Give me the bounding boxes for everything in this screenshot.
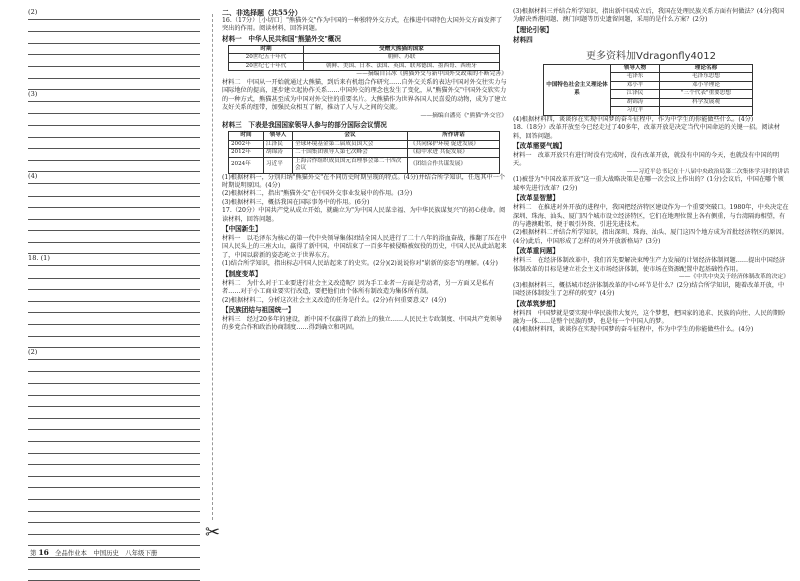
- table-cell: 朝鲜、苏联: [304, 54, 500, 63]
- q18-question2: (2)根据材料二并结合所学知识，指出深圳、珠海、汕头、厦门这四个地方成为首批经济特区的原因。(4分)此后，中国形成了怎样的对外开放新格局？(3分): [513, 229, 788, 245]
- book-label: 全品作业本 中国历史 八年级下册: [54, 549, 158, 557]
- q16-intro: 16.（17分）［小切口］"熊猫外交"作为中国的一种独特外交方式，在推进中国特色大国外交方面发挥了突出的作用。阅读材料，回答问题。: [222, 17, 503, 33]
- table-cell: 20世纪五十年代: [229, 54, 304, 63]
- q17-question2: (2)根据材料二，分析这次社会主义改造的任务是什么。(2分)有何重要意义？(4分): [222, 296, 447, 304]
- table-cell: 胡锦涛: [264, 149, 293, 158]
- q17-heading1: 【中国新生】: [222, 225, 262, 234]
- answer-lines[interactable]: [28, 21, 200, 91]
- q16-table1: [228, 45, 500, 72]
- section-title: 二、非选择题（共55分）: [222, 8, 302, 17]
- page-footer: 第 16 全品作业本 中国历史 八年级下册: [30, 548, 158, 557]
- table-cell: 邓小平: [611, 81, 660, 90]
- q17-question1: (1)结合所学知识，指出标志中国人民站起来了的史实。(2分)(2)说说你对"崭新的姿态"的理解。(4分): [222, 260, 498, 268]
- q17-heading-theory: 【理论引领】: [513, 25, 553, 34]
- cut-line: [212, 14, 213, 520]
- answer-label-16-3: (3): [28, 90, 200, 102]
- table-cell: 江泽民: [264, 140, 293, 149]
- table-cell: 毛泽东: [611, 73, 660, 82]
- table-cell: 朝鲜、美国、日本、法国、英国、联邦德国、墨西哥、西班牙: [304, 62, 500, 71]
- source-note: ——《中共中央关于经济体制改革的决定》: [678, 274, 789, 281]
- table-header: 理论名称: [660, 64, 753, 73]
- q18-heading-wisdom: 【改革显智慧】: [513, 194, 560, 203]
- table-cell: 中国特色社会主义理论体系: [544, 64, 611, 115]
- q18-heading-push: 【改革重问题】: [513, 247, 560, 256]
- table-header: 领导人物: [611, 64, 660, 73]
- q16-material1-title: 材料一 中华人民共和国"熊猫外交"概况: [222, 34, 341, 43]
- q18-question4: (4)根据材料四，谈谈你在实现中国梦的奋斗征程中，作为中学生的你能做些什么。(4分): [513, 326, 754, 334]
- table-cell: 邓小平理论: [660, 81, 753, 90]
- q18-question3: (3)根据材料三，概括城市经济体制改革的中心环节是什么？(2分)结合所学知识，随着改革开放，中国经济体制发生了怎样的转变？(4分): [513, 281, 785, 298]
- table-cell: 江泽民: [611, 90, 660, 99]
- table-cell: [660, 107, 753, 116]
- table-cell: 胡锦涛: [611, 98, 660, 107]
- question-column-middle: [222, 8, 507, 333]
- q18-material4: 材料四 中国梦就是要实现中华民族伟大复兴，这个梦想，把国家的追求、民族的向往、人民的期盼融为一体……是整个民族的梦，也是每一个中国人的梦。: [513, 309, 786, 325]
- q17-heading2: 【制度变革】: [222, 269, 262, 278]
- watermark-text: 更多资料加Vdragonfly4012: [586, 50, 716, 62]
- scissor-icon: ✂: [205, 522, 221, 543]
- q17-question4: (4)根据材料四，谈谈你在实现中国梦的奋斗征程中，作为中学生的你能做些什么。(4分): [513, 115, 754, 123]
- table-header: 领导人: [264, 132, 293, 141]
- table-cell: 20世纪七十年代: [229, 62, 304, 71]
- q17-material3: 材料三 经过20多年的建设，新中国不仅赢得了政治上的独立……人民民主专政制度、中国共产党领导的多党合作和政治协商制度……得到确立和巩固。: [222, 315, 503, 332]
- q16-question2: (2)根据材料二，指出"熊猫外交"在中国外交事业发展中的作用。(3分): [222, 190, 413, 198]
- answer-label-17-4: (4): [28, 172, 200, 184]
- table-cell: 2002年: [229, 140, 264, 149]
- answer-lines[interactable]: [28, 103, 200, 173]
- table-cell: 《稳中求进 共促发展》: [408, 149, 500, 158]
- answer-lines[interactable]: [28, 267, 200, 348]
- q17-table4: [543, 64, 753, 116]
- table-cell: 上海合作组织成员国元首理事会第二十四次会议: [293, 157, 408, 173]
- table-header: 会议: [293, 132, 408, 141]
- answer-label-18-2: (2): [28, 348, 200, 360]
- table-cell: 习近平: [264, 157, 293, 173]
- table-cell: 《共同保护环境 促进发展》: [408, 140, 500, 149]
- answer-lines[interactable]: [28, 185, 200, 255]
- q18-heading-reform: 【改革需要气魄】: [513, 142, 566, 151]
- answer-label-16-2: (2): [28, 8, 200, 20]
- table-header: 时期: [229, 45, 304, 54]
- q17-intro: 17.（20分）中国共产党从成立开始，就确立为"为中国人民谋幸福、为中华民族谋复兴"的初心使命。阅读材料，回答问题。: [222, 207, 506, 223]
- q16-table3: [228, 131, 500, 174]
- table-header: 所作讲话: [408, 132, 500, 141]
- page-number: 16: [38, 548, 49, 557]
- q18-material3: 材料三 在经济体制改革中，我们首先要解决束缚生产力发展的计划经济体制问题……提出中国经济体制改革的目标是建立社会主义市场经济体制，使市场在资源配置中起基础性作用。: [513, 257, 786, 273]
- q17-heading3: 【民族团结与祖国统一】: [222, 305, 295, 314]
- table-cell: 2024年: [229, 157, 264, 173]
- q16-question1: (1)根据材料一，分别归纳"熊猫外交"在不同历史时期呈现的特点。(4分)并结合所学知识，任选其中一个时期说明原因。(4分): [222, 173, 506, 190]
- table-cell: 二十国集团领导人第七次峰会: [293, 149, 408, 158]
- table-cell: 毛泽东思想: [660, 73, 753, 82]
- q18-question1: (1)被誉为"中国改革开放"这一重大战略决策是在哪一次会议上作出的？(1分)会议后，中国在哪个领域率先进行改革？(2分): [513, 176, 784, 192]
- source-note: ——摘编自潘亮《"熊猫"外交官》: [420, 112, 507, 119]
- source-note: ——习近平总书记在十八届中央政治局第二次集体学习时的讲话: [626, 168, 789, 175]
- q16-material2: 材料二 中国从一开始就通过大熊猫，到后来有机组合作研究……自外交关系的表达中国对外交往实力与国际地位的提高，逐步建立起协作关系……中国外交的理念也发生了变化，从"熊猫外交"中国外交软实力的一种方式，熊猫甚至成为中国对外交往的重要名片。大熊猫作为世界各国人民喜爱的动物，成为了建立友好关系的纽带，加强民众相互了解，推动了人与人之间的交流。: [222, 78, 507, 112]
- q17-question3: (3)根据材料三并结合所学知识，指出新中国成立后，我国在处理民族关系方面有何做法？(4分)我国为解决香港问题、澳门问题等历史遗留问题，采用的是什么方案？(2分): [513, 8, 785, 24]
- answer-label-18-1: 18. (1): [28, 254, 200, 266]
- table-header: 时间: [229, 132, 264, 141]
- q17-material4-title: 材料四: [513, 35, 533, 44]
- table-cell: 习近平: [611, 107, 660, 116]
- q18-material2: 材料二 在推进对外开放的进程中，我国把经济特区建设作为一个重要突破口。1980年，中央决定在深圳、珠海、汕头、厦门四个城市设立经济特区，它们在地理位置上各有侧重，与台湾隔海相望，有的与港澳毗邻，便于吸引外资、引进先进技术。: [513, 204, 789, 229]
- q16-question3: (3)根据材料三，概括我国在国际事务中的作用。(6分): [222, 198, 370, 206]
- question-column-right: [513, 8, 789, 335]
- q18-heading-dream: 【改革筑梦想】: [513, 299, 560, 308]
- source-note: ——摘编自吕冰《熊猫外交与新中国外交政策的不断完善》: [356, 71, 507, 78]
- q18-intro: 18.（18分）改革开放至今已经走过了40多年，改革开放是决定当代中国命运的关键一招。阅读材料，回答问题。: [513, 124, 780, 140]
- table-cell: 《团结合作共谋发展》: [408, 157, 500, 173]
- q17-material1: 材料一 以毛泽东为核心的第一代中央领导集体团结全国人民进行了二十八年的浴血奋战，推翻了压在中国人民头上的三座大山，赢得了新中国，中国结束了一百多年被侵略被奴役的历史，中国人民从此站起来了，中国以崭新的姿态屹立于世界东方。: [222, 235, 507, 259]
- q16-material3-title: 材料三 下表是我国国家领导人参与的部分国际会议情况: [222, 121, 387, 130]
- table-cell: 全球环境基金第二届成员国大会: [293, 140, 408, 149]
- answer-column: [28, 8, 200, 581]
- table-header: 受赠大熊猫的国家: [304, 45, 500, 54]
- q17-material2: 材料二 为什么对于工业要进行社会主义改造呢？因为手工业者一方面是劳动者，另一方面又是私有者……对于小工商业要实行改造，要把他们由个体所有制改造为集体所有制。: [222, 279, 495, 296]
- table-cell: "三个代表"重要思想: [660, 90, 753, 99]
- table-cell: 科学发展观: [660, 98, 753, 107]
- table-cell: 2012年: [229, 149, 264, 158]
- q18-material1: 材料一 改革开放只有进行时没有完成时，没有改革开放，就没有中国的今天，也就没有中国的明天。: [513, 152, 780, 168]
